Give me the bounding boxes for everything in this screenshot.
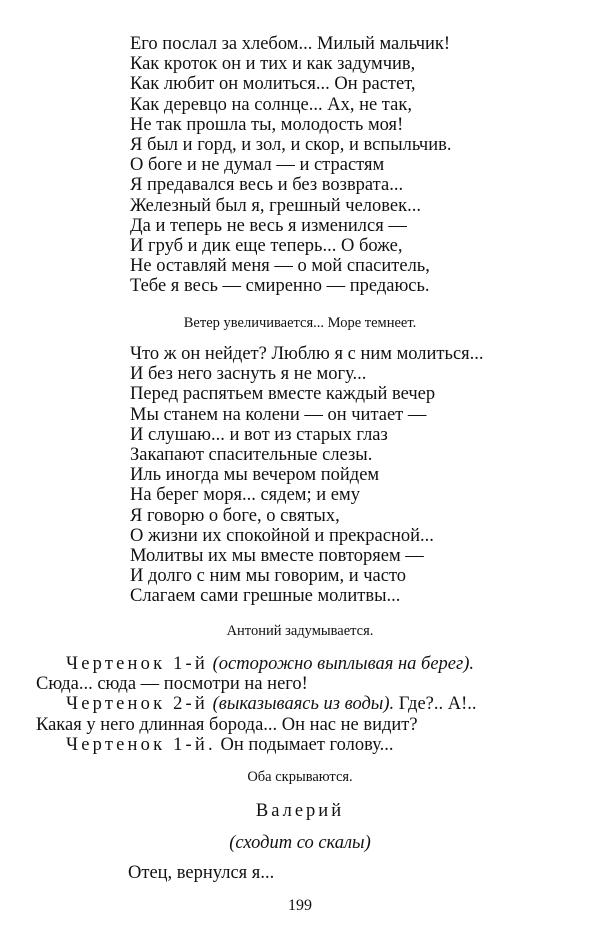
remark: (осторожно выплывая на берег).: [212, 654, 474, 674]
dialogue-text: Где?.. А!..: [398, 694, 477, 715]
verse-line: Закапают спасительные слезы.: [130, 445, 373, 466]
verse-line: Да и теперь не весь я изменился —: [130, 215, 407, 236]
verse-line: Как деревцо на солнце... Ах, не так,: [130, 94, 412, 115]
verse-block-2: [130, 344, 570, 607]
page-number: 199: [288, 897, 312, 914]
verse-line: Иль иногда мы вечером пойдем: [130, 465, 380, 486]
verse-line: Что ж он нейдет? Люблю я с ним молиться...: [130, 344, 484, 364]
dialogue-block: [36, 654, 576, 755]
speaker-name: Чертенок 1-й.: [66, 734, 216, 755]
verse-line: О жизни их спокойной и прекрасной...: [130, 525, 434, 546]
dialogue-line: [36, 735, 576, 755]
remark: (выказываясь из воды).: [212, 694, 395, 715]
verse-line: И слушаю... и вот из старых глаз: [130, 424, 388, 445]
dialogue-line: [36, 654, 576, 674]
verse-line: Как любит он молиться... Он растет,: [130, 74, 416, 95]
speaker-heading: Валерий: [255, 801, 345, 821]
verse-line: И груб и дик еще теперь... О боже,: [130, 236, 403, 257]
verse-line: Я предавался весь и без возврата...: [130, 175, 404, 196]
verse-line: Его послал за хлебом... Милый мальчик!: [130, 34, 451, 54]
verse-line: Как кроток он и тих и как задумчив,: [130, 54, 416, 75]
verse-line: Я был и горд, и зол, и скор, и вспыльчив.: [130, 135, 452, 156]
verse-line: Молитвы их мы вместе повторяем —: [130, 546, 424, 567]
verse-line: О боге и не думал — и страстям: [130, 155, 385, 176]
stage-direction: Антоний задумывается.: [226, 623, 374, 639]
verse-line: И долго с ним мы говорим, и часто: [130, 566, 407, 587]
dialogue-line: Сюда... сюда — посмотри на него!: [36, 674, 308, 695]
verse-line: Не оставляй меня — о мой спаситель,: [130, 256, 430, 277]
verse-line: И без него заснуть я не могу...: [130, 364, 367, 385]
verse-line: Железный был я, грешный человек...: [130, 195, 421, 216]
speaker-name: Чертенок 1-й: [66, 654, 209, 674]
valery-line: Отец, вернулся я...: [128, 863, 275, 883]
verse-line: Не так прошла ты, молодость моя!: [130, 114, 404, 135]
dialogue-line: [36, 694, 576, 714]
speaker-name: Чертенок 2-й: [66, 694, 209, 715]
speaker-remark: (сходит со скалы): [229, 833, 371, 853]
verse-line: Слагаем сами грешные молитвы...: [130, 586, 401, 607]
stage-direction: Оба скрываются.: [247, 769, 353, 785]
verse-line: Я говорю о боге, о святых,: [130, 505, 340, 526]
verse-line: На берег моря... сядем; и ему: [130, 485, 360, 506]
dialogue-text: Он подымает голову...: [220, 734, 394, 755]
verse-line: Перед распятьем вместе каждый вечер: [130, 384, 436, 405]
verse-line: Тебе я весь — смиренно — предаюсь.: [130, 276, 430, 297]
stage-direction: Ветер увеличивается... Море темнеет.: [183, 315, 417, 331]
verse-block-1: [130, 34, 570, 297]
verse-line: Мы станем на колени — он читает —: [130, 404, 427, 425]
dialogue-line: Какая у него длинная борода... Он нас не видит?: [36, 714, 418, 735]
